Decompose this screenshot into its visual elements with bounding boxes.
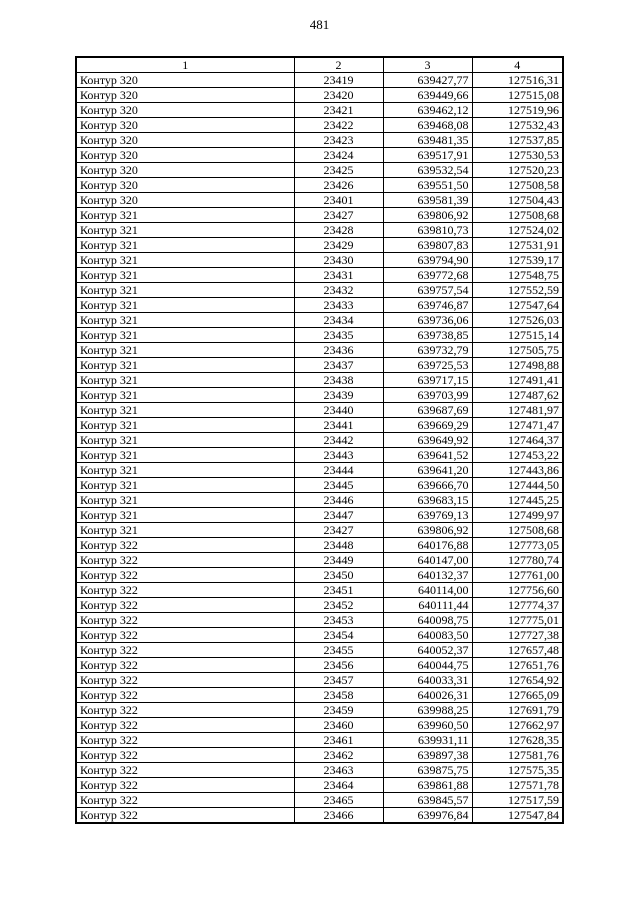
contour-name-cell: Контур 321 — [76, 208, 294, 223]
x-coordinate-cell: 639517,91 — [383, 148, 472, 163]
table-row — [76, 223, 563, 238]
y-coordinate-cell: 127628,35 — [472, 733, 563, 748]
point-number-cell: 23464 — [294, 778, 383, 793]
table-row — [76, 103, 563, 118]
contour-name-cell: Контур 322 — [76, 658, 294, 673]
contour-name-cell: Контур 321 — [76, 403, 294, 418]
y-coordinate-cell: 127665,09 — [472, 688, 563, 703]
point-number-cell: 23439 — [294, 388, 383, 403]
table-row — [76, 598, 563, 613]
table-row — [76, 193, 563, 208]
point-number-cell: 23462 — [294, 748, 383, 763]
x-coordinate-cell: 639806,92 — [383, 523, 472, 538]
x-coordinate-cell: 639666,70 — [383, 478, 472, 493]
contour-name-cell: Контур 321 — [76, 343, 294, 358]
y-coordinate-cell: 127662,97 — [472, 718, 563, 733]
point-number-cell: 23437 — [294, 358, 383, 373]
contour-name-cell: Контур 321 — [76, 433, 294, 448]
x-coordinate-cell: 639738,85 — [383, 328, 472, 343]
contour-name-cell: Контур 321 — [76, 508, 294, 523]
contour-name-cell: Контур 321 — [76, 253, 294, 268]
y-coordinate-cell: 127515,08 — [472, 88, 563, 103]
x-coordinate-cell: 639581,39 — [383, 193, 472, 208]
y-coordinate-cell: 127552,59 — [472, 283, 563, 298]
y-coordinate-cell: 127520,23 — [472, 163, 563, 178]
y-coordinate-cell: 127773,05 — [472, 538, 563, 553]
contour-name-cell: Контур 321 — [76, 373, 294, 388]
column-header-1: 1 — [76, 57, 294, 73]
x-coordinate-cell: 639551,50 — [383, 178, 472, 193]
table-row — [76, 508, 563, 523]
table-row — [76, 73, 563, 88]
contour-name-cell: Контур 321 — [76, 223, 294, 238]
x-coordinate-cell: 639641,52 — [383, 448, 472, 463]
contour-name-cell: Контур 321 — [76, 268, 294, 283]
x-coordinate-cell: 640147,00 — [383, 553, 472, 568]
x-coordinate-cell: 639810,73 — [383, 223, 472, 238]
contour-name-cell: Контур 322 — [76, 553, 294, 568]
contour-name-cell: Контур 322 — [76, 808, 294, 824]
table-row — [76, 463, 563, 478]
table-row — [76, 538, 563, 553]
x-coordinate-cell: 639976,84 — [383, 808, 472, 824]
table-row — [76, 403, 563, 418]
y-coordinate-cell: 127443,86 — [472, 463, 563, 478]
x-coordinate-cell: 639736,06 — [383, 313, 472, 328]
contour-name-cell: Контур 322 — [76, 568, 294, 583]
y-coordinate-cell: 127519,96 — [472, 103, 563, 118]
table-row — [76, 703, 563, 718]
y-coordinate-cell: 127508,68 — [472, 523, 563, 538]
contour-name-cell: Контур 321 — [76, 388, 294, 403]
point-number-cell: 23463 — [294, 763, 383, 778]
contour-name-cell: Контур 320 — [76, 103, 294, 118]
y-coordinate-cell: 127445,25 — [472, 493, 563, 508]
point-number-cell: 23444 — [294, 463, 383, 478]
contour-name-cell: Контур 321 — [76, 463, 294, 478]
point-number-cell: 23458 — [294, 688, 383, 703]
point-number-cell: 23452 — [294, 598, 383, 613]
point-number-cell: 23432 — [294, 283, 383, 298]
y-coordinate-cell: 127651,76 — [472, 658, 563, 673]
table-row — [76, 418, 563, 433]
x-coordinate-cell: 639687,69 — [383, 403, 472, 418]
table-header-row — [76, 57, 563, 73]
point-number-cell: 23436 — [294, 343, 383, 358]
y-coordinate-cell: 127727,38 — [472, 628, 563, 643]
contour-name-cell: Контур 321 — [76, 313, 294, 328]
point-number-cell: 23460 — [294, 718, 383, 733]
y-coordinate-cell: 127491,41 — [472, 373, 563, 388]
contour-name-cell: Контур 320 — [76, 133, 294, 148]
x-coordinate-cell: 639641,20 — [383, 463, 472, 478]
x-coordinate-cell: 640176,88 — [383, 538, 472, 553]
y-coordinate-cell: 127657,48 — [472, 643, 563, 658]
contour-name-cell: Контур 322 — [76, 763, 294, 778]
x-coordinate-cell: 639669,29 — [383, 418, 472, 433]
x-coordinate-cell: 639757,54 — [383, 283, 472, 298]
y-coordinate-cell: 127499,97 — [472, 508, 563, 523]
x-coordinate-cell: 639732,79 — [383, 343, 472, 358]
y-coordinate-cell: 127481,97 — [472, 403, 563, 418]
y-coordinate-cell: 127498,88 — [472, 358, 563, 373]
y-coordinate-cell: 127537,85 — [472, 133, 563, 148]
y-coordinate-cell: 127530,53 — [472, 148, 563, 163]
x-coordinate-cell: 639746,87 — [383, 298, 472, 313]
x-coordinate-cell: 639861,88 — [383, 778, 472, 793]
contour-name-cell: Контур 322 — [76, 628, 294, 643]
x-coordinate-cell: 639481,35 — [383, 133, 472, 148]
y-coordinate-cell: 127508,58 — [472, 178, 563, 193]
table-row — [76, 373, 563, 388]
y-coordinate-cell: 127691,79 — [472, 703, 563, 718]
point-number-cell: 23442 — [294, 433, 383, 448]
table-row — [76, 148, 563, 163]
contour-name-cell: Контур 320 — [76, 163, 294, 178]
point-number-cell: 23454 — [294, 628, 383, 643]
x-coordinate-cell: 639427,77 — [383, 73, 472, 88]
contour-name-cell: Контур 321 — [76, 283, 294, 298]
x-coordinate-cell: 639806,92 — [383, 208, 472, 223]
point-number-cell: 23420 — [294, 88, 383, 103]
table-row — [76, 238, 563, 253]
point-number-cell: 23434 — [294, 313, 383, 328]
y-coordinate-cell: 127531,91 — [472, 238, 563, 253]
x-coordinate-cell: 639717,15 — [383, 373, 472, 388]
y-coordinate-cell: 127526,03 — [472, 313, 563, 328]
y-coordinate-cell: 127453,22 — [472, 448, 563, 463]
y-coordinate-cell: 127515,14 — [472, 328, 563, 343]
point-number-cell: 23465 — [294, 793, 383, 808]
x-coordinate-cell: 640026,31 — [383, 688, 472, 703]
point-number-cell: 23423 — [294, 133, 383, 148]
y-coordinate-cell: 127547,64 — [472, 298, 563, 313]
table-row — [76, 478, 563, 493]
x-coordinate-cell: 640132,37 — [383, 568, 472, 583]
y-coordinate-cell: 127464,37 — [472, 433, 563, 448]
column-header-4: 4 — [472, 57, 563, 73]
x-coordinate-cell: 640111,44 — [383, 598, 472, 613]
column-header-3: 3 — [383, 57, 472, 73]
point-number-cell: 23431 — [294, 268, 383, 283]
point-number-cell: 23426 — [294, 178, 383, 193]
y-coordinate-cell: 127575,35 — [472, 763, 563, 778]
table-row — [76, 433, 563, 448]
y-coordinate-cell: 127539,17 — [472, 253, 563, 268]
x-coordinate-cell: 639875,75 — [383, 763, 472, 778]
y-coordinate-cell: 127780,74 — [472, 553, 563, 568]
x-coordinate-cell: 639449,66 — [383, 88, 472, 103]
contour-name-cell: Контур 321 — [76, 238, 294, 253]
contour-name-cell: Контур 321 — [76, 523, 294, 538]
x-coordinate-cell: 639703,99 — [383, 388, 472, 403]
table-row — [76, 553, 563, 568]
table-row — [76, 298, 563, 313]
y-coordinate-cell: 127775,01 — [472, 613, 563, 628]
table-row — [76, 163, 563, 178]
y-coordinate-cell: 127756,60 — [472, 583, 563, 598]
point-number-cell: 23455 — [294, 643, 383, 658]
table-row — [76, 583, 563, 598]
contour-name-cell: Контур 322 — [76, 778, 294, 793]
contour-name-cell: Контур 320 — [76, 73, 294, 88]
contour-name-cell: Контур 322 — [76, 733, 294, 748]
y-coordinate-cell: 127444,50 — [472, 478, 563, 493]
point-number-cell: 23440 — [294, 403, 383, 418]
point-number-cell: 23456 — [294, 658, 383, 673]
table-row — [76, 268, 563, 283]
table-row — [76, 658, 563, 673]
table-row — [76, 328, 563, 343]
contour-name-cell: Контур 322 — [76, 718, 294, 733]
contour-name-cell: Контур 321 — [76, 298, 294, 313]
table-row — [76, 643, 563, 658]
x-coordinate-cell: 639897,38 — [383, 748, 472, 763]
contour-name-cell: Контур 320 — [76, 88, 294, 103]
table-row — [76, 778, 563, 793]
table-row — [76, 493, 563, 508]
point-number-cell: 23401 — [294, 193, 383, 208]
x-coordinate-cell: 639532,54 — [383, 163, 472, 178]
x-coordinate-cell: 640052,37 — [383, 643, 472, 658]
x-coordinate-cell: 640083,50 — [383, 628, 472, 643]
point-number-cell: 23443 — [294, 448, 383, 463]
contour-name-cell: Контур 320 — [76, 178, 294, 193]
x-coordinate-cell: 639845,57 — [383, 793, 472, 808]
point-number-cell: 23430 — [294, 253, 383, 268]
x-coordinate-cell: 639794,90 — [383, 253, 472, 268]
table-row — [76, 568, 563, 583]
contour-name-cell: Контур 322 — [76, 688, 294, 703]
contour-name-cell: Контур 322 — [76, 673, 294, 688]
x-coordinate-cell: 640114,00 — [383, 583, 472, 598]
table-row — [76, 358, 563, 373]
table-row — [76, 133, 563, 148]
x-coordinate-cell: 640044,75 — [383, 658, 472, 673]
y-coordinate-cell: 127547,84 — [472, 808, 563, 824]
point-number-cell: 23445 — [294, 478, 383, 493]
y-coordinate-cell: 127571,78 — [472, 778, 563, 793]
point-number-cell: 23419 — [294, 73, 383, 88]
table-row — [76, 448, 563, 463]
x-coordinate-cell: 639960,50 — [383, 718, 472, 733]
table-row — [76, 688, 563, 703]
y-coordinate-cell: 127516,31 — [472, 73, 563, 88]
table-row — [76, 808, 563, 824]
point-number-cell: 23441 — [294, 418, 383, 433]
contour-name-cell: Контур 322 — [76, 598, 294, 613]
contour-name-cell: Контур 322 — [76, 538, 294, 553]
contour-name-cell: Контур 320 — [76, 118, 294, 133]
point-number-cell: 23448 — [294, 538, 383, 553]
column-header-2: 2 — [294, 57, 383, 73]
point-number-cell: 23427 — [294, 208, 383, 223]
contour-name-cell: Контур 321 — [76, 418, 294, 433]
contour-name-cell: Контур 322 — [76, 583, 294, 598]
y-coordinate-cell: 127524,02 — [472, 223, 563, 238]
table-row — [76, 523, 563, 538]
table-row — [76, 628, 563, 643]
point-number-cell: 23446 — [294, 493, 383, 508]
point-number-cell: 23433 — [294, 298, 383, 313]
table-row — [76, 613, 563, 628]
point-number-cell: 23428 — [294, 223, 383, 238]
y-coordinate-cell: 127654,92 — [472, 673, 563, 688]
y-coordinate-cell: 127581,76 — [472, 748, 563, 763]
x-coordinate-cell: 639769,13 — [383, 508, 472, 523]
point-number-cell: 23459 — [294, 703, 383, 718]
contour-name-cell: Контур 321 — [76, 478, 294, 493]
point-number-cell: 23466 — [294, 808, 383, 824]
contour-name-cell: Контур 322 — [76, 793, 294, 808]
point-number-cell: 23427 — [294, 523, 383, 538]
contour-name-cell: Контур 321 — [76, 358, 294, 373]
table-row — [76, 313, 563, 328]
point-number-cell: 23421 — [294, 103, 383, 118]
contour-name-cell: Контур 322 — [76, 643, 294, 658]
table-row — [76, 763, 563, 778]
table-row — [76, 388, 563, 403]
table-row — [76, 118, 563, 133]
point-number-cell: 23435 — [294, 328, 383, 343]
y-coordinate-cell: 127504,43 — [472, 193, 563, 208]
point-number-cell: 23424 — [294, 148, 383, 163]
coordinates-table — [75, 56, 564, 824]
point-number-cell: 23449 — [294, 553, 383, 568]
point-number-cell: 23450 — [294, 568, 383, 583]
x-coordinate-cell: 639725,53 — [383, 358, 472, 373]
contour-name-cell: Контур 322 — [76, 703, 294, 718]
point-number-cell: 23461 — [294, 733, 383, 748]
point-number-cell: 23438 — [294, 373, 383, 388]
table-row — [76, 88, 563, 103]
table-row — [76, 718, 563, 733]
table-row — [76, 793, 563, 808]
x-coordinate-cell: 640098,75 — [383, 613, 472, 628]
page-number: 481 — [309, 17, 330, 32]
contour-name-cell: Контур 321 — [76, 448, 294, 463]
y-coordinate-cell: 127517,59 — [472, 793, 563, 808]
table-row — [76, 343, 563, 358]
contour-name-cell: Контур 320 — [76, 148, 294, 163]
x-coordinate-cell: 639683,15 — [383, 493, 472, 508]
y-coordinate-cell: 127548,75 — [472, 268, 563, 283]
x-coordinate-cell: 639988,25 — [383, 703, 472, 718]
contour-name-cell: Контур 321 — [76, 493, 294, 508]
x-coordinate-cell: 639649,92 — [383, 433, 472, 448]
y-coordinate-cell: 127487,62 — [472, 388, 563, 403]
point-number-cell: 23457 — [294, 673, 383, 688]
x-coordinate-cell: 639772,68 — [383, 268, 472, 283]
table-row — [76, 208, 563, 223]
point-number-cell: 23425 — [294, 163, 383, 178]
y-coordinate-cell: 127761,00 — [472, 568, 563, 583]
contour-name-cell: Контур 320 — [76, 193, 294, 208]
y-coordinate-cell: 127774,37 — [472, 598, 563, 613]
x-coordinate-cell: 639931,11 — [383, 733, 472, 748]
x-coordinate-cell: 639462,12 — [383, 103, 472, 118]
contour-name-cell: Контур 321 — [76, 328, 294, 343]
table-row — [76, 253, 563, 268]
table-row — [76, 748, 563, 763]
x-coordinate-cell: 639807,83 — [383, 238, 472, 253]
y-coordinate-cell: 127508,68 — [472, 208, 563, 223]
point-number-cell: 23422 — [294, 118, 383, 133]
point-number-cell: 23447 — [294, 508, 383, 523]
y-coordinate-cell: 127532,43 — [472, 118, 563, 133]
table-body — [76, 73, 563, 824]
y-coordinate-cell: 127471,47 — [472, 418, 563, 433]
table-row — [76, 178, 563, 193]
point-number-cell: 23429 — [294, 238, 383, 253]
table-row — [76, 733, 563, 748]
table-row — [76, 283, 563, 298]
point-number-cell: 23451 — [294, 583, 383, 598]
contour-name-cell: Контур 322 — [76, 613, 294, 628]
y-coordinate-cell: 127505,75 — [472, 343, 563, 358]
table-row — [76, 673, 563, 688]
x-coordinate-cell: 640033,31 — [383, 673, 472, 688]
x-coordinate-cell: 639468,08 — [383, 118, 472, 133]
point-number-cell: 23453 — [294, 613, 383, 628]
contour-name-cell: Контур 322 — [76, 748, 294, 763]
